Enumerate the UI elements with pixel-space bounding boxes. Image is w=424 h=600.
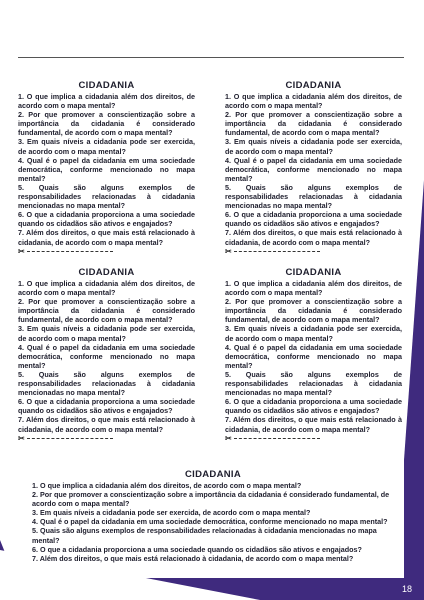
question-card-wide — [32, 469, 394, 563]
question-4: 4. Qual é o papel da cidadania em uma sociedade democrática, conforme mencionado no mapa mental? — [225, 155, 402, 183]
question-2: 2. Por que promover a conscientização sobre a importância da cidadania é considerado fundamental, de acordo com o mapa mental? — [32, 490, 390, 509]
header-rule — [18, 57, 404, 58]
scissors-icon: ✂ — [225, 246, 232, 256]
page-number: 18 — [401, 584, 412, 594]
question-1: 1. O que implica a cidadania além dos direitos, de acordo com o mapa mental? — [18, 279, 195, 298]
cut-line — [225, 248, 402, 256]
question-card — [225, 267, 402, 443]
question-7: 7. Além dos direitos, o que mais está relacionado à cidadania, de acordo com o mapa mental? — [18, 415, 195, 434]
card-title: CIDADANIA — [78, 80, 135, 91]
card-title: CIDADANIA — [78, 267, 135, 278]
question-2: 2. Por que promover a conscientização sobre a importância da cidadania é considerado fundamental, de acordo com o mapa mental? — [18, 297, 195, 325]
question-4: 4. Qual é o papel da cidadania em uma sociedade democrática, conforme mencionado no mapa mental? — [225, 342, 402, 370]
cut-line — [18, 435, 195, 443]
question-card — [225, 80, 402, 256]
question-7: 7. Além dos direitos, o que mais está relacionado à cidadania, de acordo com o mapa mental? — [18, 228, 195, 247]
dashed-line — [27, 438, 113, 439]
scissors-icon: ✂ — [18, 246, 25, 256]
question-3: 3. Em quais níveis a cidadania pode ser exercida, de acordo com o mapa mental? — [18, 324, 195, 343]
question-5: 5. Quais são alguns exemplos de responsabilidades relacionadas à cidadania mencionadas no mapa mental? — [225, 182, 402, 211]
question-2: 2. Por que promover a conscientização sobre a importância da cidadania é considerado fundamental, de acordo com o mapa mental? — [225, 110, 402, 138]
question-6: 6. O que a cidadania proporciona a uma sociedade quando os cidadãos são ativos e engajados? — [225, 210, 402, 229]
question-6: 6. O que a cidadania proporciona a uma sociedade quando os cidadãos são ativos e engajados? — [18, 210, 195, 229]
question-3: 3. Em quais níveis a cidadania pode ser exercida, de acordo com o mapa mental? — [225, 324, 402, 343]
question-5: 5. Quais são alguns exemplos de responsabilidades relacionadas à cidadania mencionadas no mapa mental? — [32, 526, 377, 545]
question-4: 4. Qual é o papel da cidadania em uma sociedade democrática, conforme mencionado no mapa mental? — [32, 517, 388, 527]
dashed-line — [27, 251, 113, 252]
question-1: 1. O que implica a cidadania além dos direitos, de acordo com o mapa mental? — [225, 279, 402, 298]
card-title: CIDADANIA — [285, 80, 342, 91]
question-6: 6. O que a cidadania proporciona a uma sociedade quando os cidadãos são ativos e engajados? — [225, 397, 402, 416]
question-1: 1. O que implica a cidadania além dos direitos, de acordo com o mapa mental? — [18, 92, 195, 111]
question-4: 4. Qual é o papel da cidadania em uma sociedade democrática, conforme mencionado no mapa mental? — [18, 155, 195, 183]
question-3: 3. Em quais níveis a cidadania pode ser exercida, de acordo com o mapa mental? — [32, 508, 311, 518]
question-7: 7. Além dos direitos, o que mais está relacionado à cidadania, de acordo com o mapa mental? — [225, 228, 402, 247]
scissors-icon: ✂ — [18, 433, 25, 443]
question-1: 1. O que implica a cidadania além dos direitos, de acordo com o mapa mental? — [32, 481, 302, 490]
question-7: 7. Além dos direitos, o que mais está relacionado à cidadania, de acordo com o mapa mental? — [225, 415, 402, 434]
question-card — [18, 267, 195, 443]
card-title: CIDADANIA — [285, 267, 342, 278]
question-2: 2. Por que promover a conscientização sobre a importância da cidadania é considerado fundamental, de acordo com o mapa mental? — [225, 297, 402, 325]
dashed-line — [234, 251, 320, 252]
card-title: CIDADANIA — [184, 469, 241, 480]
question-2: 2. Por que promover a conscientização sobre a importância da cidadania é considerado fundamental, de acordo com o mapa mental? — [18, 110, 195, 138]
scissors-icon: ✂ — [225, 433, 232, 443]
worksheet-page — [18, 0, 404, 578]
question-3: 3. Em quais níveis a cidadania pode ser exercida, de acordo com o mapa mental? — [225, 137, 402, 156]
question-5: 5. Quais são alguns exemplos de responsabilidades relacionadas à cidadania mencionadas no mapa mental? — [225, 369, 402, 398]
question-7: 7. Além dos direitos, o que mais está relacionado à cidadania, de acordo com o mapa mental? — [32, 553, 354, 563]
dashed-line — [234, 438, 320, 439]
cut-line — [225, 435, 402, 443]
question-3: 3. Em quais níveis a cidadania pode ser exercida, de acordo com o mapa mental? — [18, 137, 195, 156]
question-6: 6. O que a cidadania proporciona a uma sociedade quando os cidadãos são ativos e engajados? — [18, 397, 195, 416]
question-4: 4. Qual é o papel da cidadania em uma sociedade democrática, conforme mencionado no mapa mental? — [18, 342, 195, 370]
question-1: 1. O que implica a cidadania além dos direitos, de acordo com o mapa mental? — [225, 92, 402, 111]
question-card — [18, 80, 195, 256]
question-5: 5. Quais são alguns exemplos de responsabilidades relacionadas à cidadania mencionadas no mapa mental? — [18, 182, 195, 211]
question-6: 6. O que a cidadania proporciona a uma sociedade quando os cidadãos são ativos e engajados? — [32, 544, 362, 554]
cut-line — [18, 248, 195, 256]
question-5: 5. Quais são alguns exemplos de responsabilidades relacionadas à cidadania mencionadas no mapa mental? — [18, 369, 195, 398]
